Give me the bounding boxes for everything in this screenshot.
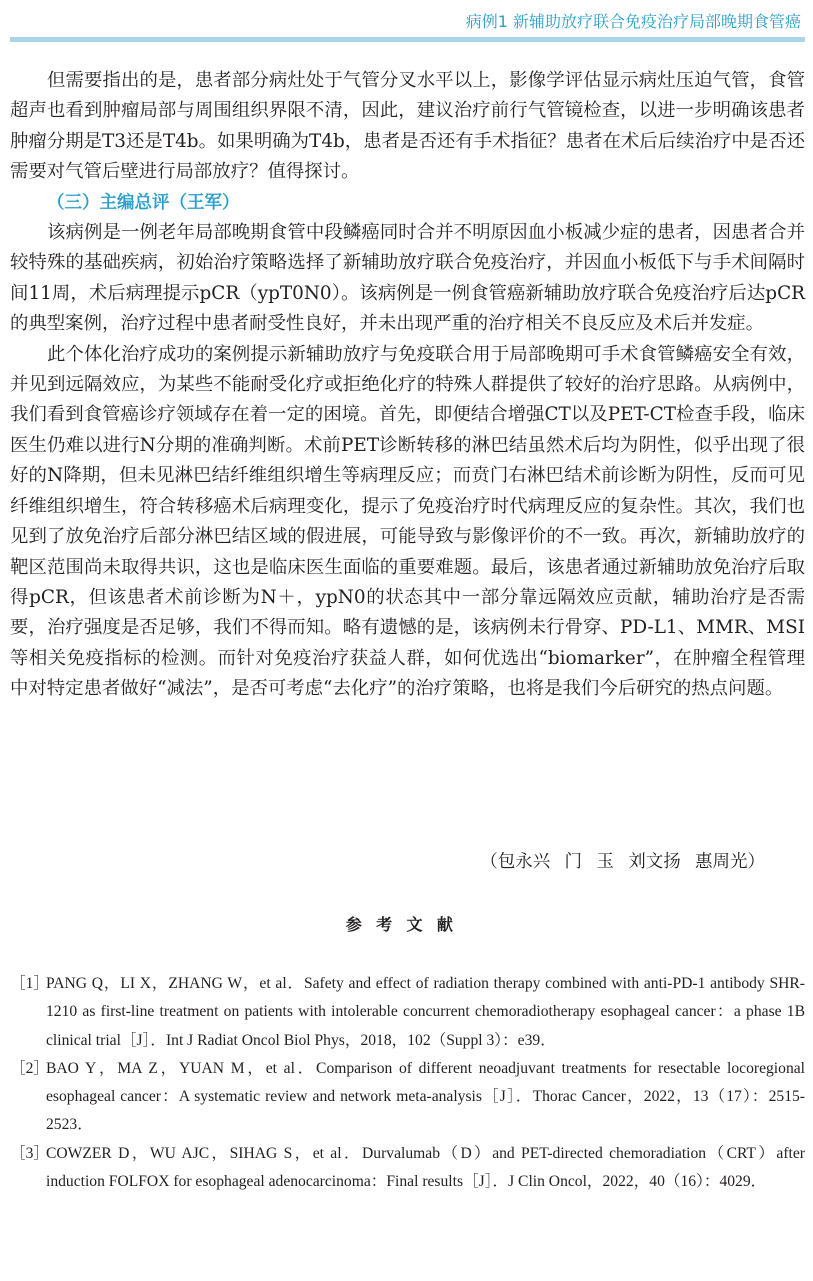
reference-number: ［1］ [10, 975, 49, 992]
reference-item [10, 1140, 805, 1197]
page-header [0, 0, 813, 44]
reference-number: ［3］ [10, 1144, 49, 1162]
reference-number: ［2］ [10, 1059, 49, 1077]
paragraph-1: 但需要指出的是，患者部分病灶处于气管分叉水平以上，影像学评估显示病灶压迫气管，食管超声也看到肿瘤局部与周围组织界限不清，因此，建议治疗前行气管镜检查，以进一步明确该患者肿瘤分期是T3还是T4b。如果明确为T4b，患者是否还有手术指征？患者在术后后续治疗中是否还需要对气管后壁进行局部放疗？值得探讨。 [10, 70, 805, 183]
reference-item [10, 970, 805, 1055]
paragraph-2: 该病例是一例老年局部晚期食管中段鳞癌同时合并不明原因血小板减少症的患者，因患者合并较特殊的基础疾病，初始治疗策略选择了新辅助放疗联合免疫治疗，并因血小板低下与手术间隔时间11周，术后病理提示pCR（ypT0N0）。该病例是一例食管癌新辅助放疗联合免疫治疗后达pCR的典型案例，治疗过程中患者耐受性良好，并未出现严重的治疗相关不良反应及术后并发症。 [10, 222, 805, 335]
authors-line: （包永兴 门 玉 刘文扬 惠周光） [480, 852, 765, 872]
section-heading: （三）主编总评（王军） [47, 192, 240, 213]
reference-text: PANG Q，LI X，ZHANG W，et al．Safety and effect of radiation therapy combined with anti-PD-1 antibody SHR-1210 as first-line treatment on patients with intolerable concurrent chemoradiotherapy esophageal cancer：a phase 1B clinical trial［J］．Int J Radiat Oncol Biol Phys，2018，102（Suppl 3）：e39． [46, 975, 805, 1049]
running-head-title: 病例1 新辅助放疗联合免疫治疗局部晚期食管癌 [465, 12, 801, 31]
reference-text: BAO Y，MA Z，YUAN M，et al．Comparison of different neoadjuvant treatments for resectable locoregional esophageal cancer：A systematic review and network meta-analysis［J］．Thorac Cancer，2022，13（17）：2515-2523． [46, 1059, 805, 1134]
reference-text: COWZER D，WU AJC，SIHAG S，et al．Durvalumab（D）and PET-directed chemoradiation（CRT）after induction FOLFOX for esophageal adenocarcinoma：Final results［J］．J Clin Oncol，2022，40（16）：4029． [46, 1144, 805, 1191]
header-rule [10, 37, 805, 42]
body-text [10, 66, 805, 705]
reference-item [10, 1055, 805, 1140]
references-heading: 参考文献 [345, 915, 468, 934]
references-list [10, 970, 805, 1196]
paragraph-3: 此个体化治疗成功的案例提示新辅助放疗与免疫联合用于局部晚期可手术食管鳞癌安全有效，并见到远隔效应，为某些不能耐受化疗或拒绝化疗的特殊人群提供了较好的治疗思路。从病例中，我们看到食管癌诊疗领域存在着一定的困境。首先，即便结合增强CT以及PET-CT检查手段，临床医生仍难以进行N分期的准确判断。术前PET诊断转移的淋巴结虽然术后均为阴性，似乎出现了很好的N降期，但未见淋巴结纤维组织增生等病理反应；而贲门右淋巴结术前诊断为阴性，反而可见纤维组织增生，符合转移癌术后病理变化，提示了免疫治疗时代病理反应的复杂性。其次，我们也见到了放免治疗后部分淋巴结区域的假进展，可能导致与影像评价的不一致。再次，新辅助放疗的靶区范围尚未取得共识，这也是临床医生面临的重要难题。最后，该患者通过新辅助放免治疗后取得pCR，但该患者术前诊断为N＋，ypN0的状态其中一部分靠远隔效应贡献，辅助治疗是否需要，治疗强度是否足够，我们不得而知。略有遗憾的是，该病例未行骨穿、PD-L1、MMR、MSI等相关免疫指标的检测。而针对免疫治疗获益人群，如何优选出“biomarker”，在肿瘤全程管理中对特定患者做好“减法”，是否可考虑“去化疗”的治疗策略，也将是我们今后研究的热点问题。 [10, 343, 805, 700]
